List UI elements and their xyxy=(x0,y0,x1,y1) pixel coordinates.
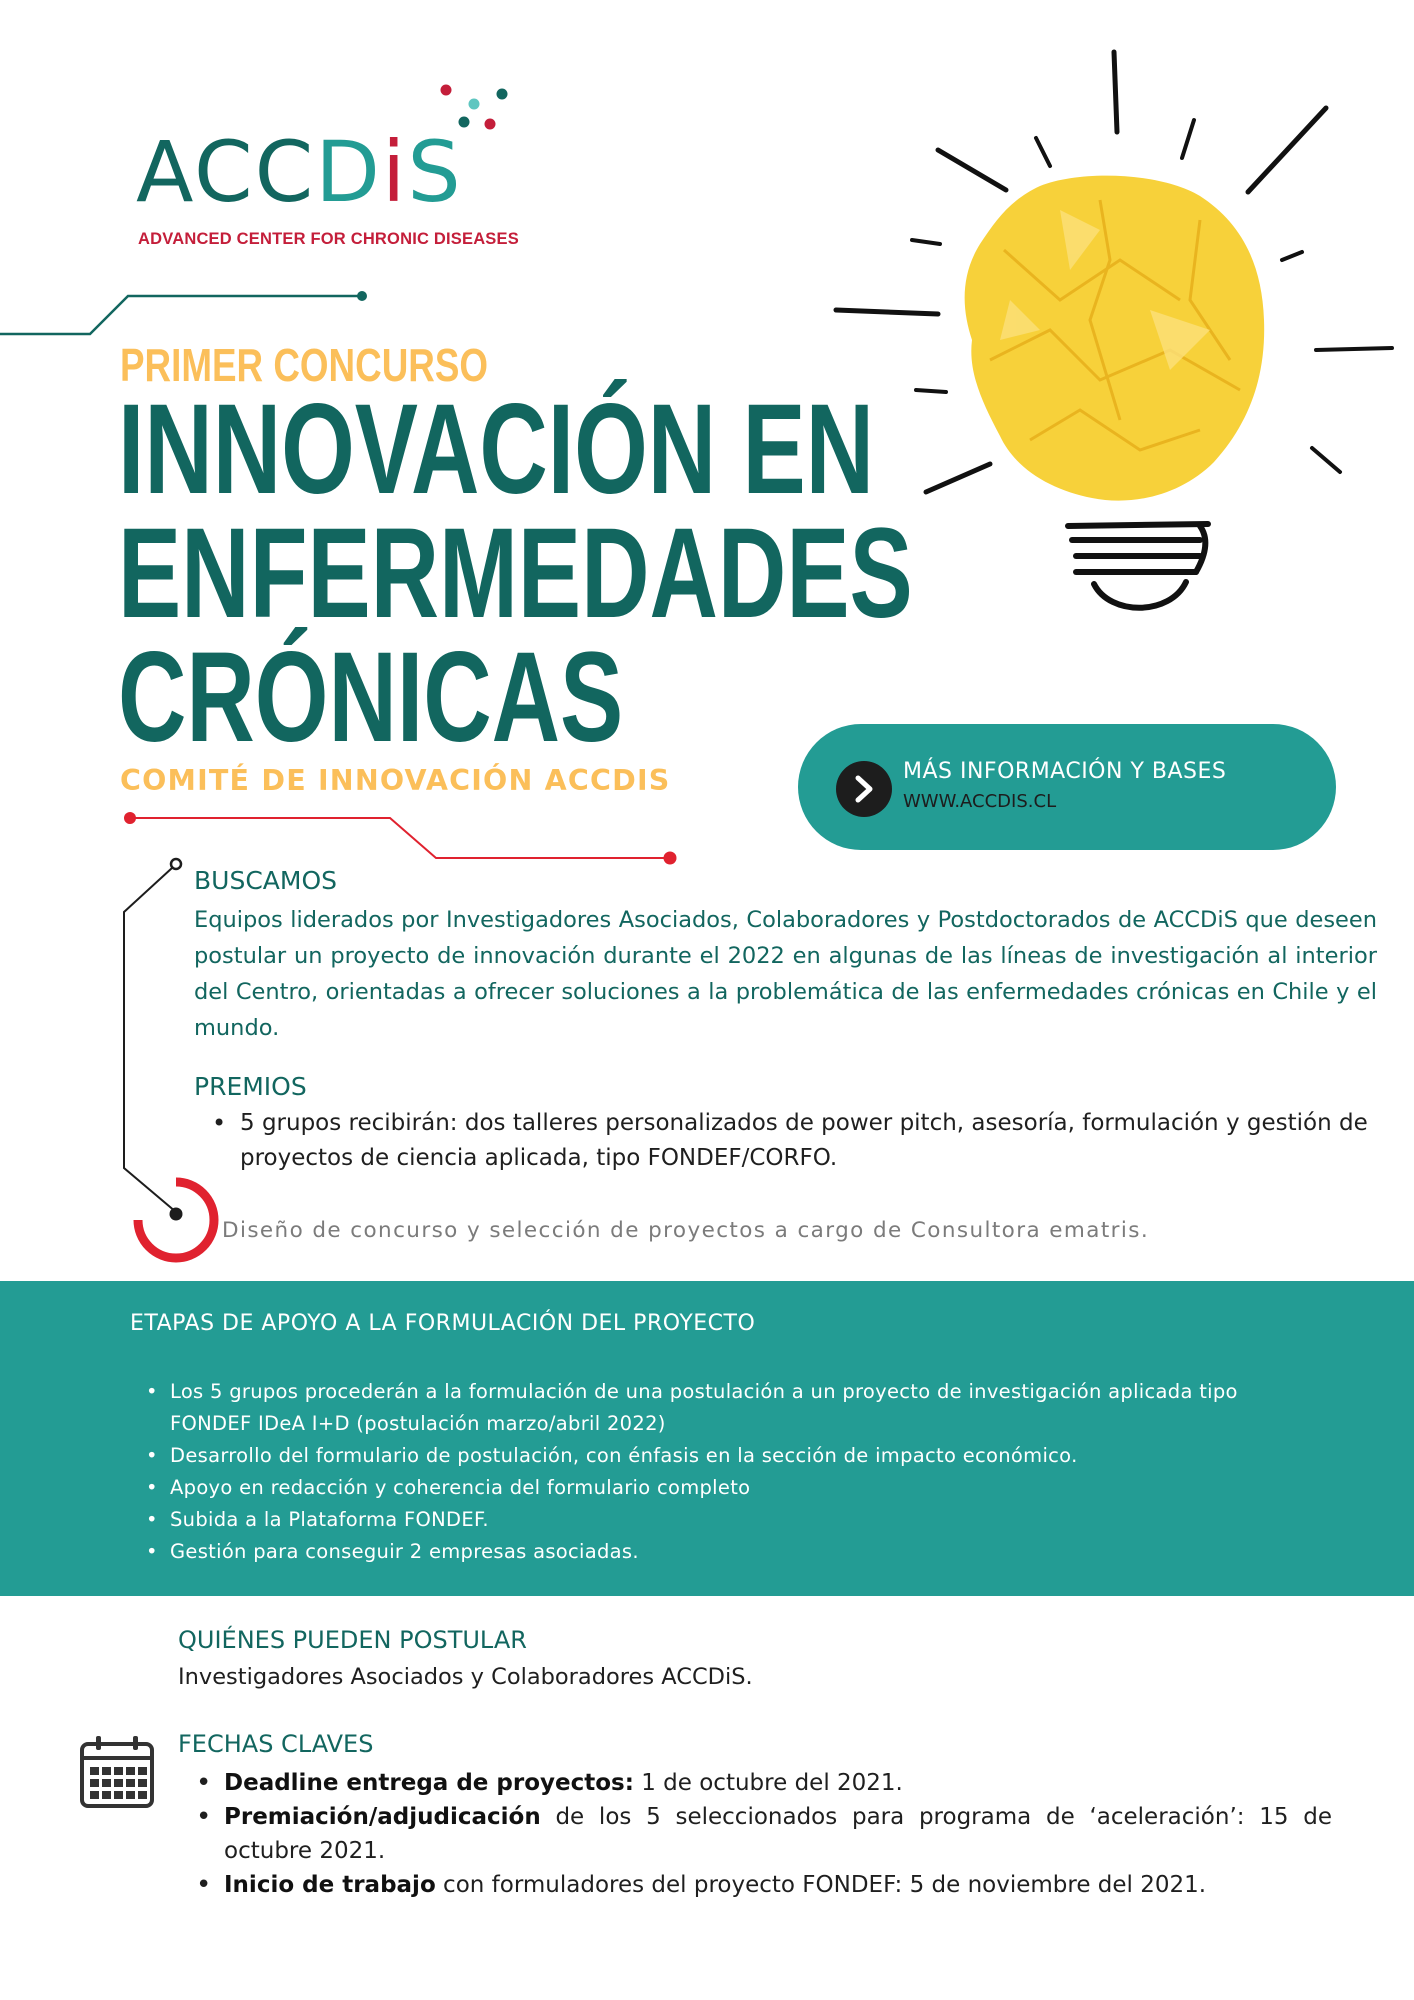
calendar-icon xyxy=(78,1734,156,1812)
list-item xyxy=(192,1868,1332,1902)
bulb-base xyxy=(1068,524,1208,608)
premios-item: • 5 grupos recibirán: dos talleres personalizados de power pitch, asesoría, formulación y gestión de proyectos de ciencia aplicada, tipo FONDEF/CORFO. xyxy=(212,1106,1378,1176)
teal-circuit-line xyxy=(0,296,360,334)
logo-wordmark xyxy=(136,123,463,221)
logo-letter-d: D xyxy=(315,123,382,221)
red-circuit-line xyxy=(130,818,670,858)
title-line-1: INNOVACIÓN EN xyxy=(118,378,875,521)
logo-letter-s: S xyxy=(407,123,463,221)
date-value: de los 5 seleccionados para programa de ‘aceleración’: 15 de octubre 2021. xyxy=(224,1804,1332,1864)
date-label: Premiación/adjudicación xyxy=(224,1804,541,1830)
red-circuit-dot-left xyxy=(124,812,136,824)
date-label: Deadline entrega de proyectos: xyxy=(224,1770,634,1796)
accdis-logo xyxy=(136,82,536,252)
premios-heading: PREMIOS xyxy=(194,1072,307,1101)
quienes-text: Investigadores Asociados y Colaboradores ACCDiS. xyxy=(178,1664,753,1690)
quienes-heading: QUIÉNES PUEDEN POSTULAR xyxy=(178,1626,527,1654)
list-item: • Desarrollo del formulario de postulación, con énfasis en la sección de impacto económico. xyxy=(140,1440,1260,1472)
committee-subtitle: COMITÉ DE INNOVACIÓN ACCDIS xyxy=(120,764,671,797)
title-line-2: ENFERMEDADES xyxy=(118,502,913,645)
teal-circuit-dot xyxy=(357,291,367,301)
logo-subtitle: ADVANCED CENTER FOR CHRONIC DISEASES xyxy=(138,230,519,248)
list-item xyxy=(192,1800,1332,1868)
fechas-list xyxy=(192,1766,1332,1902)
logo-letter-i: i xyxy=(381,123,408,221)
date-value: con formuladores del proyecto FONDEF: 5 de noviembre del 2021. xyxy=(435,1872,1207,1898)
red-open-ring xyxy=(138,1182,214,1258)
connector-line xyxy=(124,868,176,1212)
chevron-right-icon xyxy=(836,761,892,817)
list-item: • Apoyo en redacción y coherencia del formulario completo xyxy=(140,1472,1260,1504)
list-item: • Subida a la Plataforma FONDEF. xyxy=(140,1504,1260,1536)
list-item xyxy=(192,1766,1332,1800)
more-info-button[interactable] xyxy=(798,724,1336,850)
buscamos-heading: BUSCAMOS xyxy=(194,866,337,895)
design-credit: Diseño de concurso y selección de proyectos a cargo de Consultora ematris. xyxy=(222,1218,1150,1243)
list-item: • Gestión para conseguir 2 empresas asociadas. xyxy=(140,1536,1260,1568)
more-info-label: MÁS INFORMACIÓN Y BASES xyxy=(903,759,1227,784)
fechas-heading: FECHAS CLAVES xyxy=(178,1730,374,1758)
contest-kicker: PRIMER CONCURSO xyxy=(120,339,489,391)
page-title xyxy=(118,378,913,769)
connector-ring-top xyxy=(171,859,181,869)
etapas-list xyxy=(140,1376,1260,1568)
date-label: Inicio de trabajo xyxy=(224,1872,436,1898)
red-circuit-dot-right xyxy=(664,852,677,865)
crumpled-paper-bulb xyxy=(965,176,1265,501)
bulb-rays xyxy=(836,52,1392,492)
paper-folds xyxy=(990,200,1240,450)
buscamos-text: Equipos liderados por Investigadores Asociados, Colaboradores y Postdoctorados de ACCDiS que deseen postular un proyecto de innovación durante el 2022 en algunas de las líneas de investigación al interior del Centro, orientadas a ofrecer soluciones a la problemática de las enfermedades crónicas en Chile y el mundo. xyxy=(194,907,1377,1041)
connector-dot-bottom xyxy=(170,1208,183,1221)
website-link[interactable]: WWW.ACCDIS.CL xyxy=(903,791,1057,812)
etapas-heading: ETAPAS DE APOYO A LA FORMULACIÓN DEL PROYECTO xyxy=(130,1311,756,1336)
etapas-section xyxy=(0,1281,1414,1596)
date-value: 1 de octubre del 2021. xyxy=(633,1770,903,1796)
title-line-3: CRÓNICAS xyxy=(118,626,624,769)
list-item: • Los 5 grupos procederán a la formulación de una postulación a un proyecto de investigación aplicada tipo FONDEF IDeA I+D (postulación marzo/abril 2022) xyxy=(140,1376,1260,1440)
logo-letters-acc: ACC xyxy=(136,123,316,221)
paper-highlights xyxy=(1000,210,1210,370)
